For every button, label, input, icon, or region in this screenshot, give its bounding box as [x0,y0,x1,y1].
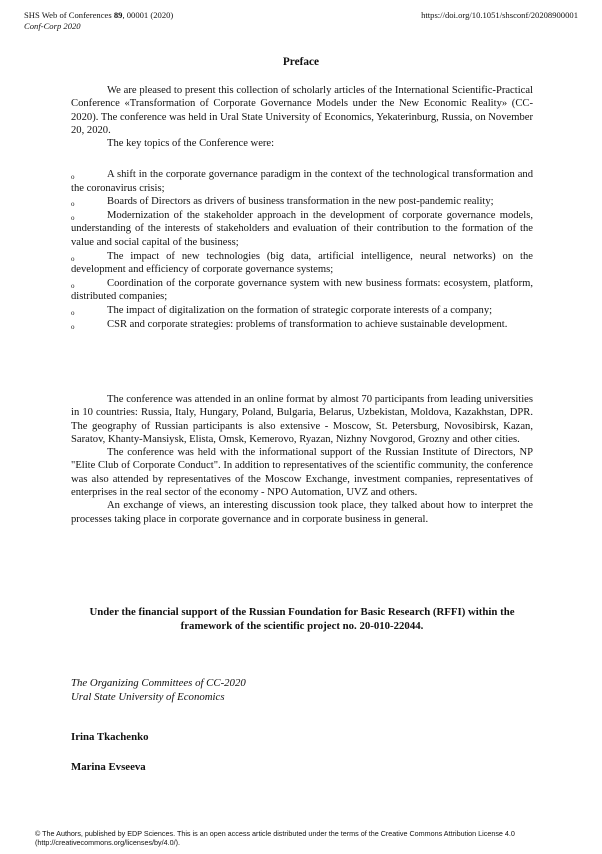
topic-text: The impact of new technologies (big data, artificial intelligence, neural networks) on the development and efficiency of corporate governance systems; [71,250,533,276]
journal-name: SHS Web of Conferences [24,10,114,20]
signatory-name: Marina Evseeva [71,761,146,773]
topic-item [71,318,533,332]
bullet-icon: o [71,308,75,317]
article-number: , 00001 (2020) [122,10,174,20]
doi-link[interactable]: https://doi.org/10.1051/shsconf/20208900001 [421,10,578,20]
bullet-icon: o [71,281,75,290]
organizers-block [71,676,246,704]
intro-section [71,84,533,150]
license-footer: © The Authors, published by EDP Sciences. This is an open access article distributed under the terms of the Creative Commons Attribution License 4.0 (http://creativecommons.org/licenses/by/4.0/). [35,829,515,848]
journal-citation [24,10,173,21]
topic-item [71,277,533,304]
topic-text: Modernization of the stakeholder approach in the development of corporate governance models, understanding of the interests of stakeholders and evaluation of their contribution to the formation of the value and social capital of the business; [71,209,533,248]
topic-text: CSR and corporate strategies: problems of transformation to achieve sustainable development. [107,318,508,330]
conference-name: Conf-Corp 2020 [24,21,81,31]
topic-text: The impact of digitalization on the formation of strategic corporate interests of a company; [107,304,493,316]
body-section [71,393,533,526]
topic-item [71,168,533,195]
bullet-icon: o [71,322,75,331]
topic-text: A shift in the corporate governance paradigm in the context of the technological transformation and the coronavirus crisis; [71,169,533,194]
bullet-icon: o [71,213,75,222]
signatory-name: Irina Tkachenko [71,731,149,743]
bullet-icon: o [71,254,75,263]
funding-statement: Under the financial support of the Russian Foundation for Basic Research (RFFI) within the framework of the scientific project no. 20-010-22044. [89,606,515,632]
page-title: Preface [282,56,320,68]
topics-heading: The key topics of the Conference were: [107,138,275,150]
topic-item [71,209,533,250]
intro-paragraph: We are pleased to present this collection of scholarly articles of the International Scientific-Practical Conference «Transformation of Corporate Governance Models under the New Economic Reality» (CC-2020). The conference was held in Ural State University of Economics, Yekaterinburg, Russia, on November 20, 2020. [71,85,533,136]
discussion-paragraph: An exchange of views, an interesting discussion took place, they talked about how to interpret the processes taking place in corporate governance and in corporate business in general. [71,500,533,525]
topics-list [71,168,533,331]
volume-number: 89 [113,10,123,20]
bullet-icon: o [71,173,75,181]
university-name: Ural State University of Economics [71,691,225,703]
topic-text: Coordination of the corporate governance system with new business formats: ecosystem, platform, distributed companies; [71,277,533,303]
bullet-icon: o [71,200,75,209]
topic-item [71,195,533,209]
topic-item [71,304,533,318]
topic-text: Boards of Directors as drivers of business transformation in the new post-pandemic reality; [107,196,494,208]
participation-paragraph: The conference was attended in an online format by almost 70 participants from leading universities in 10 countries: Russia, Italy, Hungary, Poland, Bulgaria, Belarus, Uzbekistan, Moldova, Kazakhstan, DPR. The geography of Russian participants is also extensive - Moscow, St. Petersburg, Novosibirsk, Kazan, Saratov, Khanty-Mansiysk, Elista, Omsk, Kemerovo, Ryazan, Nizhny Novgorod, Grozny and other cities. [71,394,533,445]
topic-item [71,250,533,277]
organizing-committee: The Organizing Committees of CC-2020 [71,677,246,689]
support-info-paragraph: The conference was held with the informational support of the Russian Institute of Directors, NP "Elite Club of Corporate Conduct". In addition to representatives of the scientific community, the conference was also attended by representatives of the Moscow Exchange, investment companies, representatives of enterprises in the real sector of the economy - NPO Automation, UVZ and others. [71,447,533,499]
